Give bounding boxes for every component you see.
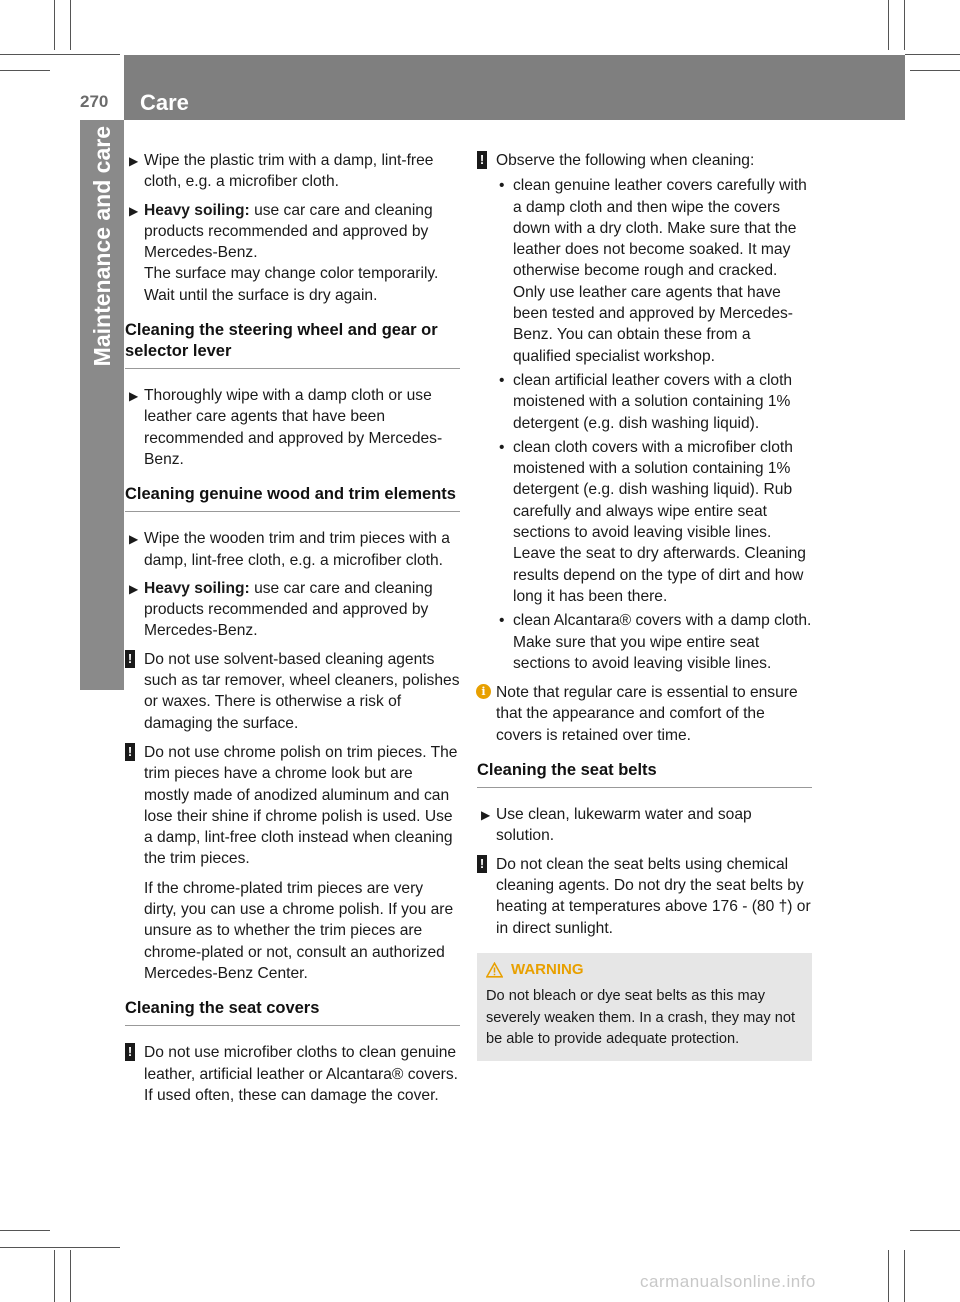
instruction-step: ▶ Thoroughly wipe with a damp cloth or use leather care agents that have been recommended and approved by Mercedes-Benz. bbox=[129, 387, 443, 468]
crop-mark bbox=[54, 0, 55, 50]
crop-mark bbox=[70, 0, 71, 50]
caution-note: ! Do not use solvent-based cleaning agents such as tar remover, wheel cleaners, polishes or waxes. There is otherwise a risk of damaging the surface. bbox=[125, 649, 460, 734]
bullet-list bbox=[496, 175, 812, 674]
note-paragraph: If the chrome-plated trim pieces are very dirty, you can use a chrome polish. If you are unsure as to whether the trim pieces are chrome-plated or not, consult an authorized Mercedes-Benz Center. bbox=[144, 879, 454, 982]
page-number: 270 bbox=[80, 92, 109, 111]
side-tab-label: Maintenance and care bbox=[88, 126, 115, 367]
section-heading: Cleaning the seat belts bbox=[477, 760, 812, 788]
caution-note: ! Do not use chrome polish on trim pieces. The trim pieces have a chrome look but are mostly made of anodized aluminum and can lose their shine if chrome polish is used. Use a damp, lint-free cloth instead when cleaning the trim pieces. If the chrome-plated trim pieces are very dirty, you can use a chrome polish. If you are unsure as to whether the trim pieces are chrome-plated or not, consult an authorized Mercedes-Benz Center. bbox=[125, 742, 460, 984]
instruction-step: ▶ Wipe the wooden trim and trim pieces with a damp, lint-free cloth, e.g. a microfiber cloth. bbox=[129, 530, 450, 569]
warning-box bbox=[477, 953, 812, 1061]
crop-mark bbox=[904, 0, 905, 50]
crop-mark bbox=[0, 1230, 50, 1231]
section-heading: Cleaning the steering wheel and gear or selector lever bbox=[125, 320, 460, 369]
warning-header bbox=[486, 959, 803, 981]
crop-mark bbox=[888, 1250, 889, 1302]
crop-mark bbox=[888, 0, 889, 50]
step-arrow-icon: ▶ bbox=[129, 203, 139, 218]
crop-mark bbox=[910, 1230, 960, 1231]
crop-mark bbox=[905, 54, 960, 55]
caution-note: ! Do not clean the seat belts using chemical cleaning agents. Do not dry the seat belts by heating at temperatures above 176 ‑ (80 †) or in direct sunlight. bbox=[477, 854, 812, 939]
crop-mark bbox=[0, 54, 120, 55]
exclamation-icon: ! bbox=[477, 855, 487, 873]
crop-mark bbox=[0, 1247, 120, 1248]
crop-mark bbox=[904, 1250, 905, 1302]
info-icon: i bbox=[476, 684, 491, 699]
instruction-step: ▶ Heavy soiling: use car care and cleaning products recommended and approved by Mercedes-Benz. bbox=[129, 579, 433, 640]
info-note: i Note that regular care is essential to ensure that the appearance and comfort of the covers is retained over time. bbox=[477, 682, 812, 746]
right-column bbox=[477, 150, 812, 1061]
list-item: • clean artificial leather covers with a cloth moistened with a solution containing 1% detergent (e.g. dish washing liquid). bbox=[499, 371, 793, 432]
instruction-step: ▶ Heavy soiling: use car care and cleaning products recommended and approved by Mercedes-Benz. The surface may change color temporarily. Wait until the surface is dry again. bbox=[129, 201, 439, 304]
watermark: carmanualsonline.info bbox=[640, 1272, 816, 1291]
warning-label: WARNING bbox=[511, 960, 584, 978]
step-arrow-icon: ▶ bbox=[129, 389, 139, 404]
step-arrow-icon: ▶ bbox=[129, 154, 139, 168]
list-item: • clean genuine leather covers carefully with a damp cloth and then wipe the covers down with a dry cloth. Make sure that the leather does not become soaked. It may otherwise become rough and cracked. Only use leather care agents that have been tested and approved by Mercedes-Benz. You can obtain these from a qualified specialist workshop. bbox=[499, 177, 807, 365]
exclamation-icon: ! bbox=[477, 151, 487, 169]
instruction-step: ▶ Use clean, lukewarm water and soap solution. bbox=[481, 806, 752, 845]
step-arrow-icon: ▶ bbox=[129, 581, 139, 596]
exclamation-icon: ! bbox=[125, 743, 135, 761]
header-band bbox=[124, 55, 905, 120]
exclamation-icon: ! bbox=[125, 1043, 135, 1061]
side-tab-label-wrap bbox=[80, 120, 124, 690]
list-item: • clean Alcantara® covers with a damp cloth. Make sure that you wipe entire seat sections to avoid leaving visible lines. bbox=[499, 612, 812, 672]
warning-triangle-icon bbox=[486, 962, 503, 978]
instruction-step: ▶ Wipe the plastic trim with a damp, lint-free cloth, e.g. a microfiber cloth. bbox=[129, 152, 434, 191]
list-item: • clean cloth covers with a microfiber cloth moistened with a solution containing 1% detergent (e.g. dish washing liquid). Rub carefully and always wipe entire seat sections to avoid leaving visible lines. Leave the seat to dry afterwards. Cleaning results depend on the type of dirt and how long it has been there. bbox=[499, 438, 806, 605]
section-heading: Cleaning the seat covers bbox=[125, 998, 460, 1026]
exclamation-icon: ! bbox=[125, 650, 135, 668]
step-arrow-icon: ▶ bbox=[481, 808, 491, 823]
caution-note: ! Observe the following when cleaning: • clean genuine leather covers carefully with a damp cloth and then wipe the covers down with a dry cloth. Make sure that the leather does not become soaked. It may otherwise become rough and cracked. Only use leather care agents that have been tested and approved by Mercedes-Benz. You can obtain these from a qualified specialist workshop. • clean artificial leather covers with a cloth moistened with a solution containing 1% detergent (e.g. dish washing liquid). • clean cloth covers with a microfiber cloth moistened with a solution containing 1% detergent (e.g. dish washing liquid). Rub carefully and always wipe entire seat sections to avoid leaving visible lines. Leave the seat to dry afterwards. Cleaning results depend on the type of dirt and how long it has been there. • clean Alcantara® covers with a damp cloth. Make sure that you wipe entire seat sections to avoid leaving visible lines. bbox=[477, 150, 812, 674]
step-arrow-icon: ▶ bbox=[129, 532, 139, 547]
left-column bbox=[125, 150, 460, 1114]
warning-text: Do not bleach or dye seat belts as this may severely weaken them. In a crash, they may not be able to provide adequate protection. bbox=[486, 988, 796, 1048]
crop-mark bbox=[910, 70, 960, 71]
crop-mark bbox=[70, 1250, 71, 1302]
caution-note: ! Do not use microfiber cloths to clean genuine leather, artificial leather or Alcantara® covers. If used often, these can damage the cover. bbox=[125, 1042, 460, 1106]
page-title: Care bbox=[140, 90, 189, 115]
section-heading: Cleaning genuine wood and trim elements bbox=[125, 484, 460, 512]
crop-mark bbox=[0, 70, 50, 71]
crop-mark bbox=[54, 1250, 55, 1302]
